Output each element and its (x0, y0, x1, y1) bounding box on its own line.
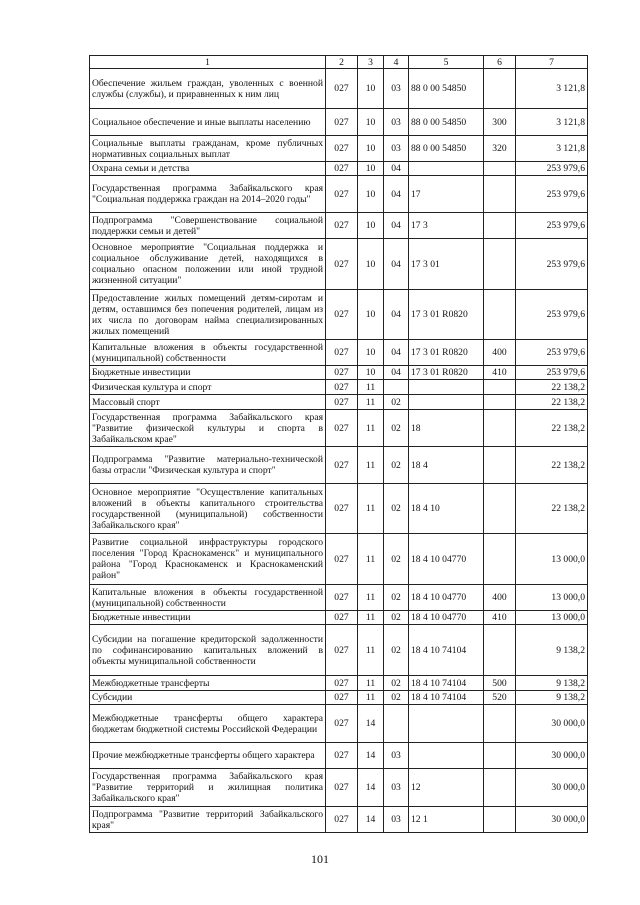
expense-type-code (484, 743, 516, 769)
amount: 13 000,0 (516, 585, 588, 611)
section-code: 10 (358, 162, 384, 176)
column-header: 4 (384, 56, 409, 69)
ministry-code: 027 (326, 484, 358, 534)
expense-type-code: 500 (484, 676, 516, 691)
subsection-code (384, 705, 409, 743)
expense-type-code: 320 (484, 136, 516, 162)
subsection-code: 02 (384, 611, 409, 625)
table-row (90, 380, 588, 395)
page-number: 101 (311, 852, 329, 866)
row-name: Социальное обеспечение и иные выплаты населению (90, 109, 326, 136)
column-header: 3 (358, 56, 384, 69)
section-code: 14 (358, 807, 384, 833)
amount: 3 121,8 (516, 109, 588, 136)
expense-type-code (484, 290, 516, 340)
subsection-code: 03 (384, 769, 409, 807)
section-code: 11 (358, 585, 384, 611)
row-name: Социальные выплаты гражданам, кроме публичных нормативных социальных выплат (90, 136, 326, 162)
row-name: Обеспечение жильем граждан, уволенных с военной службы (службы), и приравненных к ним лиц (90, 69, 326, 109)
subsection-code: 03 (384, 69, 409, 109)
amount: 9 138,2 (516, 691, 588, 705)
table-header-row (90, 56, 588, 69)
row-name: Субсидии на погашение кредиторской задолженности по софинансированию капитальных вложений в объекты муниципальной собственности (90, 625, 326, 676)
row-name: Межбюджетные трансферты общего характера бюджетам бюджетной системы Российской Федерации (90, 705, 326, 743)
expense-type-code: 400 (484, 340, 516, 366)
table-row (90, 705, 588, 743)
table-row (90, 743, 588, 769)
target-article-code: 17 (409, 176, 484, 213)
table-row (90, 290, 588, 340)
amount: 253 979,6 (516, 176, 588, 213)
target-article-code: 18 (409, 410, 484, 447)
row-name: Основное мероприятие "Осуществление капитальных вложений в объекты капитального строительства государственной (муниципальной) собственности Забайкальского края" (90, 484, 326, 534)
target-article-code (409, 395, 484, 410)
table-row (90, 676, 588, 691)
ministry-code: 027 (326, 676, 358, 691)
expense-type-code (484, 534, 516, 585)
expense-type-code (484, 162, 516, 176)
subsection-code: 04 (384, 366, 409, 380)
section-code: 11 (358, 484, 384, 534)
row-name: Прочие межбюджетные трансферты общего характера (90, 743, 326, 769)
amount: 30 000,0 (516, 705, 588, 743)
table-row (90, 484, 588, 534)
expense-type-code: 410 (484, 366, 516, 380)
section-code: 11 (358, 611, 384, 625)
table-row (90, 162, 588, 176)
section-code: 11 (358, 380, 384, 395)
subsection-code: 04 (384, 162, 409, 176)
amount: 22 138,2 (516, 410, 588, 447)
section-code: 11 (358, 676, 384, 691)
row-name: Предоставление жилых помещений детям-сиротам и детям, оставшимся без попечения родителей, лицам из их числа по договорам найма специализированных жилых помещений (90, 290, 326, 340)
section-code: 11 (358, 447, 384, 484)
subsection-code: 03 (384, 743, 409, 769)
ministry-code: 027 (326, 69, 358, 109)
table-row (90, 395, 588, 410)
section-code: 10 (358, 109, 384, 136)
target-article-code: 17 3 01 (409, 239, 484, 290)
row-name: Физическая культура и спорт (90, 380, 326, 395)
target-article-code: 18 4 10 04770 (409, 585, 484, 611)
subsection-code: 02 (384, 625, 409, 676)
target-article-code (409, 380, 484, 395)
expense-type-code (484, 625, 516, 676)
ministry-code: 027 (326, 743, 358, 769)
table-row (90, 340, 588, 366)
expense-type-code (484, 769, 516, 807)
expense-type-code (484, 484, 516, 534)
section-code: 14 (358, 705, 384, 743)
target-article-code: 17 3 01 R0820 (409, 366, 484, 380)
target-article-code: 18 4 10 04770 (409, 534, 484, 585)
row-name: Подпрограмма "Развитие материально-технической базы отрасли "Физическая культура и спорт" (90, 447, 326, 484)
section-code: 10 (358, 136, 384, 162)
table-row (90, 136, 588, 162)
target-article-code (409, 705, 484, 743)
table-row (90, 410, 588, 447)
expense-type-code: 520 (484, 691, 516, 705)
table-row (90, 585, 588, 611)
table-row (90, 769, 588, 807)
target-article-code: 88 0 00 54850 (409, 109, 484, 136)
section-code: 14 (358, 743, 384, 769)
section-code: 11 (358, 534, 384, 585)
target-article-code: 12 (409, 769, 484, 807)
ministry-code: 027 (326, 395, 358, 410)
section-code: 10 (358, 69, 384, 109)
row-name: Межбюджетные трансферты (90, 676, 326, 691)
subsection-code: 02 (384, 395, 409, 410)
expense-type-code (484, 176, 516, 213)
ministry-code: 027 (326, 239, 358, 290)
row-name: Субсидии (90, 691, 326, 705)
amount: 22 138,2 (516, 484, 588, 534)
target-article-code: 17 3 01 R0820 (409, 340, 484, 366)
target-article-code: 18 4 10 74104 (409, 691, 484, 705)
subsection-code: 02 (384, 585, 409, 611)
ministry-code: 027 (326, 366, 358, 380)
section-code: 10 (358, 239, 384, 290)
column-header: 1 (90, 56, 326, 69)
ministry-code: 027 (326, 410, 358, 447)
ministry-code: 027 (326, 136, 358, 162)
target-article-code: 12 1 (409, 807, 484, 833)
subsection-code: 02 (384, 447, 409, 484)
subsection-code (384, 380, 409, 395)
ministry-code: 027 (326, 691, 358, 705)
expense-type-code (484, 380, 516, 395)
ministry-code: 027 (326, 447, 358, 484)
section-code: 11 (358, 625, 384, 676)
amount: 22 138,2 (516, 447, 588, 484)
amount: 13 000,0 (516, 534, 588, 585)
amount: 253 979,6 (516, 340, 588, 366)
target-article-code: 17 3 (409, 213, 484, 239)
expense-type-code (484, 239, 516, 290)
row-name: Капитальные вложения в объекты государственной (муниципальной) собственности (90, 340, 326, 366)
section-code: 10 (358, 340, 384, 366)
target-article-code: 88 0 00 54850 (409, 136, 484, 162)
target-article-code: 18 4 10 74104 (409, 625, 484, 676)
column-header: 2 (326, 56, 358, 69)
subsection-code: 03 (384, 109, 409, 136)
table-row (90, 213, 588, 239)
amount: 22 138,2 (516, 380, 588, 395)
ministry-code: 027 (326, 807, 358, 833)
target-article-code: 18 4 10 74104 (409, 676, 484, 691)
subsection-code: 04 (384, 176, 409, 213)
section-code: 10 (358, 290, 384, 340)
expense-type-code: 400 (484, 585, 516, 611)
amount: 30 000,0 (516, 769, 588, 807)
subsection-code: 02 (384, 410, 409, 447)
section-code: 11 (358, 410, 384, 447)
table-row (90, 366, 588, 380)
target-article-code: 88 0 00 54850 (409, 69, 484, 109)
target-article-code: 18 4 (409, 447, 484, 484)
table-row (90, 239, 588, 290)
target-article-code (409, 743, 484, 769)
ministry-code: 027 (326, 176, 358, 213)
ministry-code: 027 (326, 534, 358, 585)
column-header: 7 (516, 56, 588, 69)
amount: 253 979,6 (516, 366, 588, 380)
amount: 9 138,2 (516, 676, 588, 691)
amount: 253 979,6 (516, 239, 588, 290)
expense-type-code (484, 410, 516, 447)
amount: 253 979,6 (516, 213, 588, 239)
row-name: Охрана семьи и детства (90, 162, 326, 176)
section-code: 10 (358, 366, 384, 380)
amount: 3 121,8 (516, 136, 588, 162)
ministry-code: 027 (326, 380, 358, 395)
ministry-code: 027 (326, 705, 358, 743)
row-name: Государственная программа Забайкальского края "Социальная поддержка граждан на 2014–2020 годы" (90, 176, 326, 213)
subsection-code: 04 (384, 340, 409, 366)
subsection-code: 02 (384, 534, 409, 585)
row-name: Бюджетные инвестиции (90, 366, 326, 380)
table-row (90, 176, 588, 213)
section-code: 14 (358, 769, 384, 807)
row-name: Капитальные вложения в объекты государственной (муниципальной) собственности (90, 585, 326, 611)
row-name: Подпрограмма "Совершенствование социальной поддержки семьи и детей" (90, 213, 326, 239)
table-row (90, 109, 588, 136)
ministry-code: 027 (326, 340, 358, 366)
subsection-code: 04 (384, 213, 409, 239)
row-name: Массовый спорт (90, 395, 326, 410)
subsection-code: 04 (384, 239, 409, 290)
target-article-code: 18 4 10 (409, 484, 484, 534)
amount: 13 000,0 (516, 611, 588, 625)
row-name: Подпрограмма "Развитие территорий Забайкальского края" (90, 807, 326, 833)
section-code: 10 (358, 213, 384, 239)
subsection-code: 04 (384, 290, 409, 340)
subsection-code: 03 (384, 807, 409, 833)
expense-type-code (484, 69, 516, 109)
row-name: Развитие социальной инфраструктуры городского поселения "Город Краснокаменск" и муниципального района "Город Краснокаменск и Краснокаменский район" (90, 534, 326, 585)
subsection-code: 02 (384, 691, 409, 705)
section-code: 10 (358, 176, 384, 213)
expense-type-code (484, 447, 516, 484)
column-header: 6 (484, 56, 516, 69)
ministry-code: 027 (326, 769, 358, 807)
column-header: 5 (409, 56, 484, 69)
table-row (90, 625, 588, 676)
amount: 253 979,6 (516, 162, 588, 176)
amount: 253 979,6 (516, 290, 588, 340)
ministry-code: 027 (326, 585, 358, 611)
table-row (90, 534, 588, 585)
ministry-code: 027 (326, 162, 358, 176)
expense-type-code: 300 (484, 109, 516, 136)
expense-type-code (484, 807, 516, 833)
section-code: 11 (358, 691, 384, 705)
expense-type-code (484, 213, 516, 239)
target-article-code (409, 162, 484, 176)
target-article-code: 18 4 10 04770 (409, 611, 484, 625)
ministry-code: 027 (326, 290, 358, 340)
table-row (90, 691, 588, 705)
amount: 9 138,2 (516, 625, 588, 676)
amount: 22 138,2 (516, 395, 588, 410)
target-article-code: 17 3 01 R0820 (409, 290, 484, 340)
ministry-code: 027 (326, 625, 358, 676)
section-code: 11 (358, 395, 384, 410)
table-row (90, 447, 588, 484)
row-name: Государственная программа Забайкальского края "Развитие физической культуры и спорта в Забайкальском крае" (90, 410, 326, 447)
amount: 30 000,0 (516, 743, 588, 769)
subsection-code: 02 (384, 676, 409, 691)
expense-type-code (484, 705, 516, 743)
row-name: Основное мероприятие "Социальная поддержка и социальное обслуживание детей, находящихся в социально опасном положении или иной трудной жизненной ситуации" (90, 239, 326, 290)
amount: 30 000,0 (516, 807, 588, 833)
table-row (90, 611, 588, 625)
table-row (90, 69, 588, 109)
table-row (90, 807, 588, 833)
subsection-code: 02 (384, 484, 409, 534)
expense-type-code: 410 (484, 611, 516, 625)
row-name: Государственная программа Забайкальского края "Развитие территорий и жилищная политика Забайкальского края" (90, 769, 326, 807)
ministry-code: 027 (326, 213, 358, 239)
expense-type-code (484, 395, 516, 410)
amount: 3 121,8 (516, 69, 588, 109)
ministry-code: 027 (326, 109, 358, 136)
budget-table (89, 55, 588, 833)
subsection-code: 03 (384, 136, 409, 162)
row-name: Бюджетные инвестиции (90, 611, 326, 625)
ministry-code: 027 (326, 611, 358, 625)
